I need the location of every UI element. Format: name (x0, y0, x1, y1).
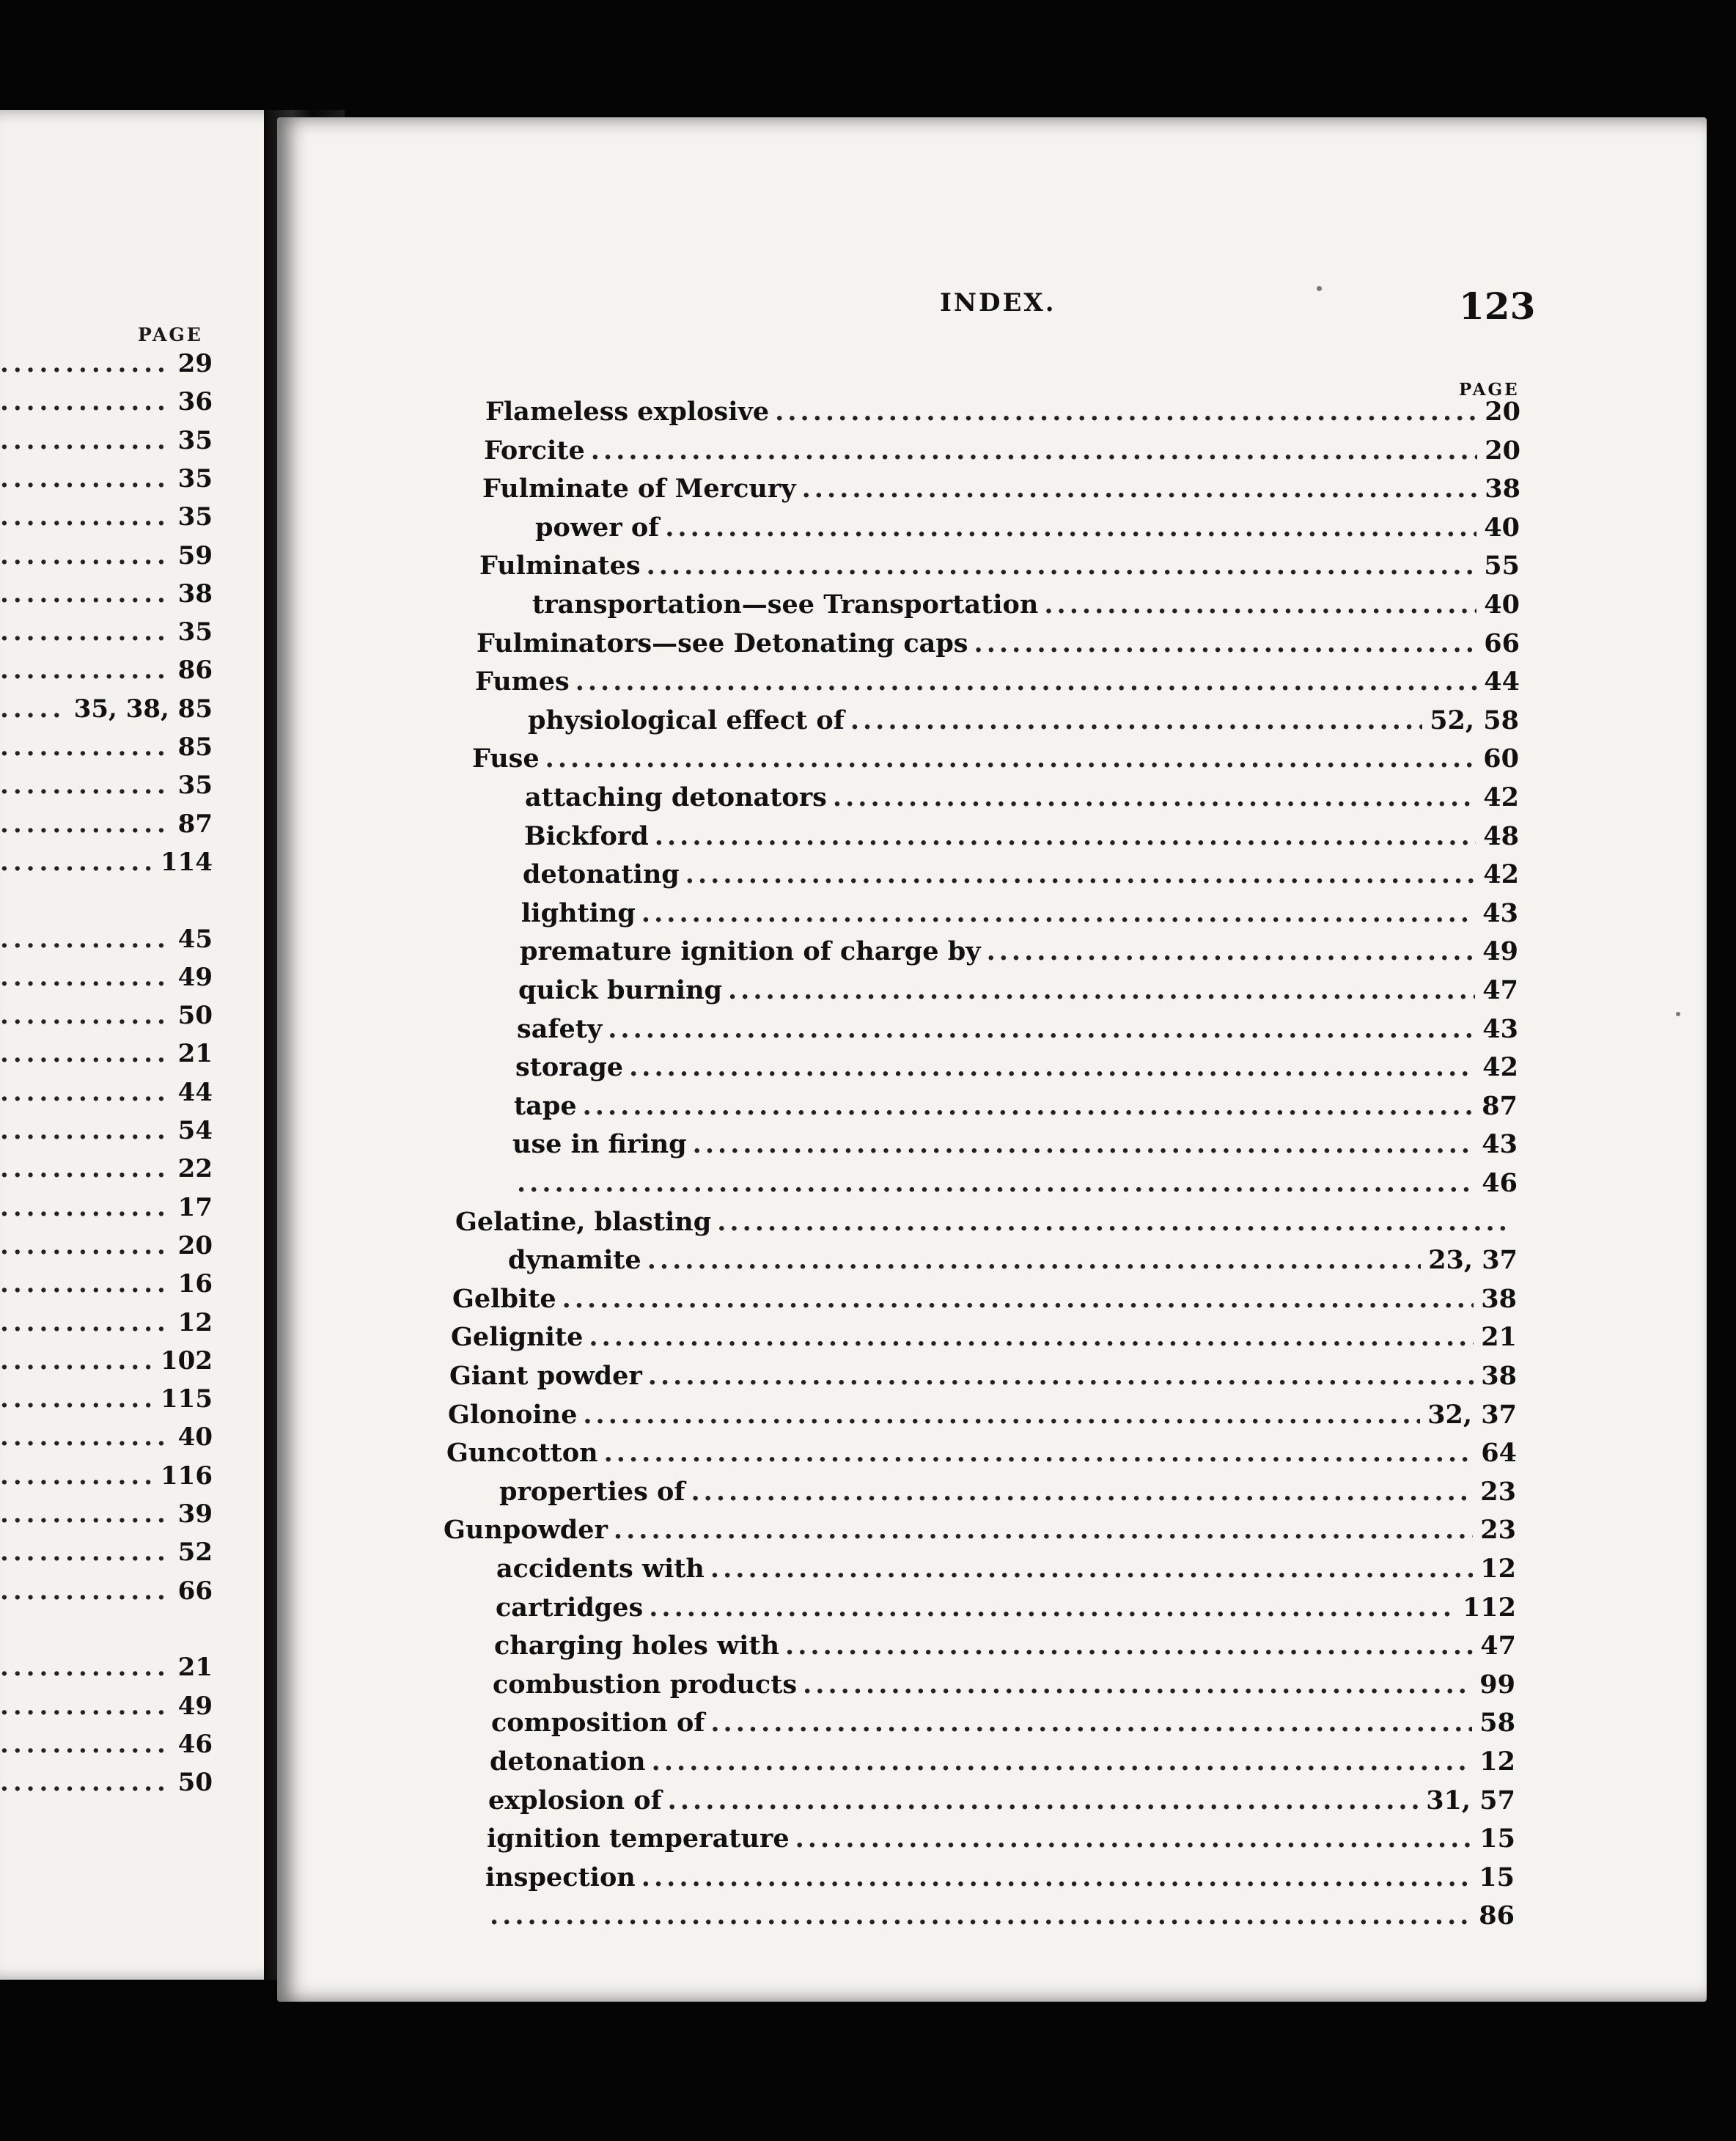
left-page-number: 20 (177, 1230, 213, 1260)
left-page-number: 87 (177, 809, 213, 839)
dot-leader (785, 1627, 1473, 1665)
dot-leader (685, 856, 1476, 894)
entry-pages: 60 (1483, 743, 1519, 774)
left-page-row (0, 345, 213, 383)
left-page-row (0, 1073, 213, 1112)
dot-leader (0, 651, 171, 689)
left-page-number: 50 (177, 1001, 213, 1031)
left-page-row (0, 920, 213, 958)
left-page-row (0, 1342, 213, 1380)
dot-leader (0, 1418, 171, 1456)
left-page-row (0, 1648, 213, 1686)
entry-pages: 48 (1483, 820, 1519, 851)
left-page-number: 35 (177, 463, 213, 493)
index-entry (520, 933, 1518, 971)
index-entry (446, 1434, 1517, 1472)
index-entry (496, 1550, 1516, 1588)
index-entry (515, 1049, 1518, 1087)
index-entry (452, 1280, 1517, 1318)
dot-leader (589, 1318, 1474, 1356)
entry-term: tape (514, 1090, 577, 1121)
left-page-row (0, 1380, 213, 1418)
left-page-row (0, 613, 213, 651)
left-page-row (0, 1687, 213, 1725)
entry-pages: 42 (1482, 1052, 1518, 1083)
dot-leader (0, 1725, 171, 1763)
left-page-row (0, 383, 213, 421)
entry-term: physiological effect of (528, 705, 845, 735)
entry-term: use in firing (512, 1129, 687, 1160)
left-page-row (0, 537, 213, 575)
dot-leader (710, 1550, 1473, 1588)
dot-leader (0, 1687, 171, 1725)
entry-term: Guncotton (446, 1438, 598, 1469)
dot-leader (0, 996, 171, 1035)
entry-pages: 86 (1479, 1901, 1515, 1931)
dot-leader (0, 613, 171, 651)
left-page-row (0, 1418, 213, 1456)
index-entry (449, 1357, 1517, 1395)
dot-leader (833, 779, 1476, 817)
entry-term: detonating (523, 859, 680, 890)
left-page-number: 66 (177, 1576, 213, 1606)
left-page-row (0, 728, 213, 766)
entry-term: explosion of (488, 1785, 662, 1815)
left-page (0, 110, 293, 1980)
index-entry (532, 586, 1520, 624)
index-entry (514, 1087, 1518, 1125)
left-page-row (0, 460, 213, 498)
left-page-row (0, 996, 213, 1035)
entry-term: lighting (521, 897, 636, 928)
entry-term: combustion products (493, 1669, 798, 1700)
left-page-number: 86 (177, 655, 213, 686)
dot-leader (0, 1189, 171, 1227)
left-page-number: 59 (177, 540, 213, 570)
left-page-row (0, 1533, 213, 1571)
entry-pages: 87 (1482, 1090, 1518, 1121)
index-entry (535, 509, 1520, 547)
index-entry (523, 856, 1519, 894)
left-page-number: 52 (177, 1538, 213, 1568)
index-entry (512, 1125, 1518, 1164)
left-page-row (0, 881, 213, 919)
left-page-row (0, 1495, 213, 1533)
dot-leader (583, 1396, 1420, 1434)
left-page-header: PAGE (138, 324, 203, 345)
left-page-number: 116 (161, 1461, 213, 1491)
left-page-number: 35 (177, 502, 213, 532)
entry-pages: 42 (1483, 782, 1519, 812)
dot-leader (629, 1049, 1475, 1087)
dot-leader (0, 1380, 153, 1418)
index-entry (484, 1897, 1515, 1935)
entry-term: Fulminate of Mercury (482, 474, 796, 504)
entry-pages: 49 (1482, 936, 1518, 967)
entry-term: dynamite (508, 1245, 641, 1276)
entry-term: Fulminators—see Detonating caps (477, 628, 968, 658)
dot-leader (803, 1666, 1472, 1704)
left-page-number: 85 (177, 732, 213, 762)
index-entry (485, 1859, 1515, 1897)
dot-leader (0, 1150, 171, 1188)
index-entry (524, 818, 1519, 856)
dot-leader (795, 1820, 1473, 1858)
left-page-row (0, 1189, 213, 1227)
index-entry (475, 663, 1520, 701)
dot-leader (693, 1125, 1475, 1164)
left-page-number: 16 (177, 1269, 213, 1299)
index-entry (487, 1820, 1515, 1858)
index-entry (488, 1782, 1515, 1820)
entry-pages: 12 (1480, 1554, 1516, 1584)
left-page-number: 49 (177, 962, 213, 992)
dot-leader (490, 1897, 1471, 1935)
running-title: INDEX. (940, 288, 1056, 317)
dot-leader (0, 1572, 171, 1610)
dot-leader (0, 422, 171, 460)
entry-term: charging holes with (494, 1631, 780, 1661)
index-entry (493, 1666, 1515, 1704)
dot-leader (0, 537, 171, 575)
entry-term: inspection (485, 1862, 636, 1892)
left-page-number: 102 (161, 1345, 213, 1376)
index-entry (525, 779, 1519, 817)
left-page-row (0, 805, 213, 843)
entry-term: Gunpowder (444, 1515, 608, 1546)
dot-leader (668, 1782, 1419, 1820)
left-page-number: 29 (177, 349, 213, 378)
index-entry (479, 547, 1520, 585)
left-page-row (0, 1227, 213, 1265)
dot-leader (652, 1743, 1473, 1781)
dot-leader (0, 728, 171, 766)
left-page-number: 46 (177, 1729, 213, 1759)
index-entry (484, 432, 1520, 470)
entry-pages: 21 (1481, 1322, 1517, 1353)
dot-leader (0, 805, 171, 843)
left-page-row (0, 1035, 213, 1073)
index-entry (490, 1743, 1515, 1781)
left-page-row (0, 422, 213, 460)
entry-pages: 42 (1483, 859, 1519, 890)
left-page-row (0, 1725, 213, 1763)
paper-speck (1317, 286, 1322, 291)
dot-leader (583, 1087, 1475, 1125)
left-page-number: 54 (177, 1116, 213, 1145)
left-page-number: 35 (177, 617, 213, 647)
left-page-row (0, 1150, 213, 1188)
dot-leader (0, 1533, 171, 1571)
index-entry (472, 740, 1519, 778)
dot-leader (0, 690, 67, 728)
dot-leader (0, 575, 171, 613)
entry-pages: 112 (1462, 1592, 1516, 1623)
left-page-number: 36 (177, 387, 213, 417)
left-page-row (0, 1265, 213, 1303)
dot-leader (545, 740, 1476, 778)
dot-leader (647, 547, 1477, 585)
entry-term: Glonoine (448, 1399, 578, 1430)
entry-term: Gelbite (452, 1283, 556, 1314)
left-page-number: 39 (177, 1499, 213, 1529)
entry-pages: 43 (1482, 897, 1518, 928)
dot-leader (0, 958, 171, 996)
entry-term: Gelignite (451, 1322, 584, 1353)
entry-term: Bickford (524, 820, 649, 851)
dot-leader (608, 1010, 1475, 1049)
dot-leader (517, 1164, 1474, 1202)
entry-term: safety (517, 1013, 603, 1044)
page-column-label: PAGE (1459, 380, 1520, 400)
entry-pages: 47 (1480, 1631, 1516, 1661)
left-page-number: 40 (177, 1422, 213, 1453)
dot-leader (0, 460, 171, 498)
entry-term: cartridges (496, 1592, 644, 1623)
left-page-number: 35, 38, 85 (73, 694, 213, 724)
dot-leader (802, 470, 1478, 508)
left-page-row (0, 575, 213, 613)
entry-pages: 38 (1481, 1283, 1517, 1314)
dot-leader (1044, 586, 1476, 624)
dot-leader (562, 1280, 1474, 1318)
entry-pages: 23, 37 (1428, 1245, 1518, 1276)
left-page-row (0, 843, 213, 881)
entry-pages: 23 (1480, 1515, 1516, 1546)
index-entry (485, 393, 1520, 431)
entry-term: Flameless explosive (485, 397, 770, 427)
dot-leader (850, 702, 1422, 740)
dot-leader (665, 509, 1476, 547)
entry-pages: 52, 58 (1430, 705, 1519, 735)
index-entry (508, 1241, 1518, 1279)
entry-pages: 99 (1479, 1669, 1515, 1700)
dot-leader (0, 1763, 171, 1802)
left-page-row (0, 1763, 213, 1802)
dot-leader (641, 1859, 1472, 1897)
left-page-number: 38 (177, 579, 213, 609)
entry-pages: 58 (1479, 1708, 1515, 1738)
entry-pages: 40 (1484, 512, 1520, 543)
left-page-row (0, 498, 213, 536)
left-page-row (0, 690, 213, 728)
index-entry (517, 1010, 1518, 1049)
left-page-number: 35 (177, 771, 213, 801)
entry-pages: 55 (1484, 551, 1520, 581)
entry-pages: 43 (1482, 1013, 1518, 1044)
dot-leader (0, 1035, 171, 1073)
page-number: 123 (1459, 284, 1536, 328)
entry-term: Fulminates (479, 551, 641, 581)
entry-pages: 15 (1479, 1862, 1515, 1892)
entry-pages: 38 (1485, 474, 1520, 504)
entry-term: Gelatine, blasting (455, 1206, 712, 1237)
entry-pages: 31, 57 (1426, 1785, 1515, 1815)
index-entry (482, 470, 1520, 508)
dot-leader (974, 625, 1477, 663)
dot-leader (775, 393, 1477, 431)
entry-term: premature ignition of charge by (520, 936, 981, 967)
index-entry (451, 1318, 1517, 1356)
entry-pages: 43 (1482, 1129, 1518, 1160)
entry-pages: 23 (1480, 1476, 1516, 1507)
index-entry (499, 1473, 1516, 1511)
index-entry (491, 1704, 1515, 1742)
left-page-row (0, 1304, 213, 1342)
index-entry (455, 1203, 1518, 1241)
entry-term: detonation (490, 1747, 646, 1777)
dot-leader (0, 766, 171, 804)
dot-leader (0, 1342, 153, 1380)
index-entry (477, 625, 1520, 663)
dot-leader (0, 1073, 171, 1112)
dot-leader (0, 1265, 171, 1303)
entry-pages: 12 (1479, 1747, 1515, 1777)
dot-leader (717, 1203, 1510, 1241)
dot-leader (710, 1704, 1472, 1742)
dot-leader (0, 1112, 171, 1150)
entry-pages: 32, 37 (1427, 1399, 1517, 1430)
entry-pages: 38 (1481, 1361, 1517, 1391)
left-page-number: 17 (177, 1192, 213, 1222)
index-entry (444, 1511, 1516, 1549)
entry-term: quick burning (518, 975, 722, 1005)
entry-term: ignition temperature (487, 1824, 790, 1854)
dot-leader (0, 1648, 171, 1686)
left-page-row (0, 651, 213, 689)
left-page-number: 50 (177, 1768, 213, 1798)
entry-term: properties of (499, 1476, 685, 1507)
entry-pages: 15 (1479, 1824, 1515, 1854)
entry-term: Giant powder (449, 1361, 642, 1391)
left-page-number: 44 (177, 1077, 213, 1107)
left-page-row (0, 1610, 213, 1648)
entry-term: storage (515, 1052, 624, 1083)
dot-leader (648, 1357, 1474, 1395)
left-page-number: 115 (161, 1384, 213, 1414)
left-page-row (0, 766, 213, 804)
index-entry (448, 1396, 1517, 1434)
dot-leader (691, 1473, 1473, 1511)
entry-pages: 20 (1485, 397, 1520, 427)
entry-term: accidents with (496, 1554, 705, 1584)
left-page-row (0, 1457, 213, 1495)
index-entry (511, 1164, 1518, 1202)
entry-pages: 40 (1484, 590, 1520, 620)
entry-pages: 44 (1484, 666, 1520, 697)
entry-pages: 47 (1482, 975, 1518, 1005)
left-page-number: 12 (177, 1307, 213, 1337)
entry-term: attaching detonators (525, 782, 827, 812)
entry-term: composition of (491, 1708, 705, 1738)
dot-leader (987, 933, 1476, 971)
entry-term: Forcite (484, 435, 585, 466)
left-page-row (0, 1572, 213, 1610)
entry-term: power of (535, 512, 660, 543)
dot-leader (655, 818, 1476, 856)
dot-leader (0, 383, 171, 421)
index-entry (518, 972, 1518, 1010)
dot-leader (604, 1434, 1474, 1472)
left-page-number: 45 (177, 924, 213, 954)
entry-pages: 46 (1482, 1168, 1518, 1198)
left-page-number: 35 (177, 425, 213, 455)
index-entry (528, 702, 1519, 740)
dot-leader (647, 1241, 1421, 1279)
left-page-number: 114 (161, 847, 213, 877)
dot-leader (0, 1304, 171, 1342)
dot-leader (649, 1589, 1455, 1627)
entry-pages: 64 (1481, 1438, 1517, 1469)
paper-speck (1676, 1012, 1680, 1016)
dot-leader (0, 345, 171, 383)
dot-leader (0, 1495, 171, 1533)
entry-term: Fumes (475, 666, 570, 697)
left-page-number: 49 (177, 1691, 213, 1721)
left-page-number: 21 (177, 1039, 213, 1069)
entry-term: transportation—see Transportation (532, 590, 1039, 620)
dot-leader (0, 843, 153, 881)
dot-leader (591, 432, 1478, 470)
dot-leader (641, 895, 1475, 933)
dot-leader (728, 972, 1475, 1010)
left-page-row (0, 958, 213, 996)
left-page-number: 22 (177, 1154, 213, 1184)
entry-pages: 66 (1484, 628, 1520, 658)
dot-leader (0, 1227, 171, 1265)
dot-leader (575, 663, 1477, 701)
dot-leader (0, 498, 171, 536)
index-entry (496, 1589, 1516, 1627)
index-entry (494, 1627, 1516, 1665)
index-entry (521, 895, 1518, 933)
left-page-row (0, 1112, 213, 1150)
dot-leader (0, 920, 171, 958)
entry-pages: 20 (1485, 435, 1520, 466)
dot-leader (614, 1511, 1473, 1549)
dot-leader (0, 1457, 153, 1495)
left-page-number: 21 (177, 1653, 213, 1683)
entry-term: Fuse (472, 743, 540, 774)
